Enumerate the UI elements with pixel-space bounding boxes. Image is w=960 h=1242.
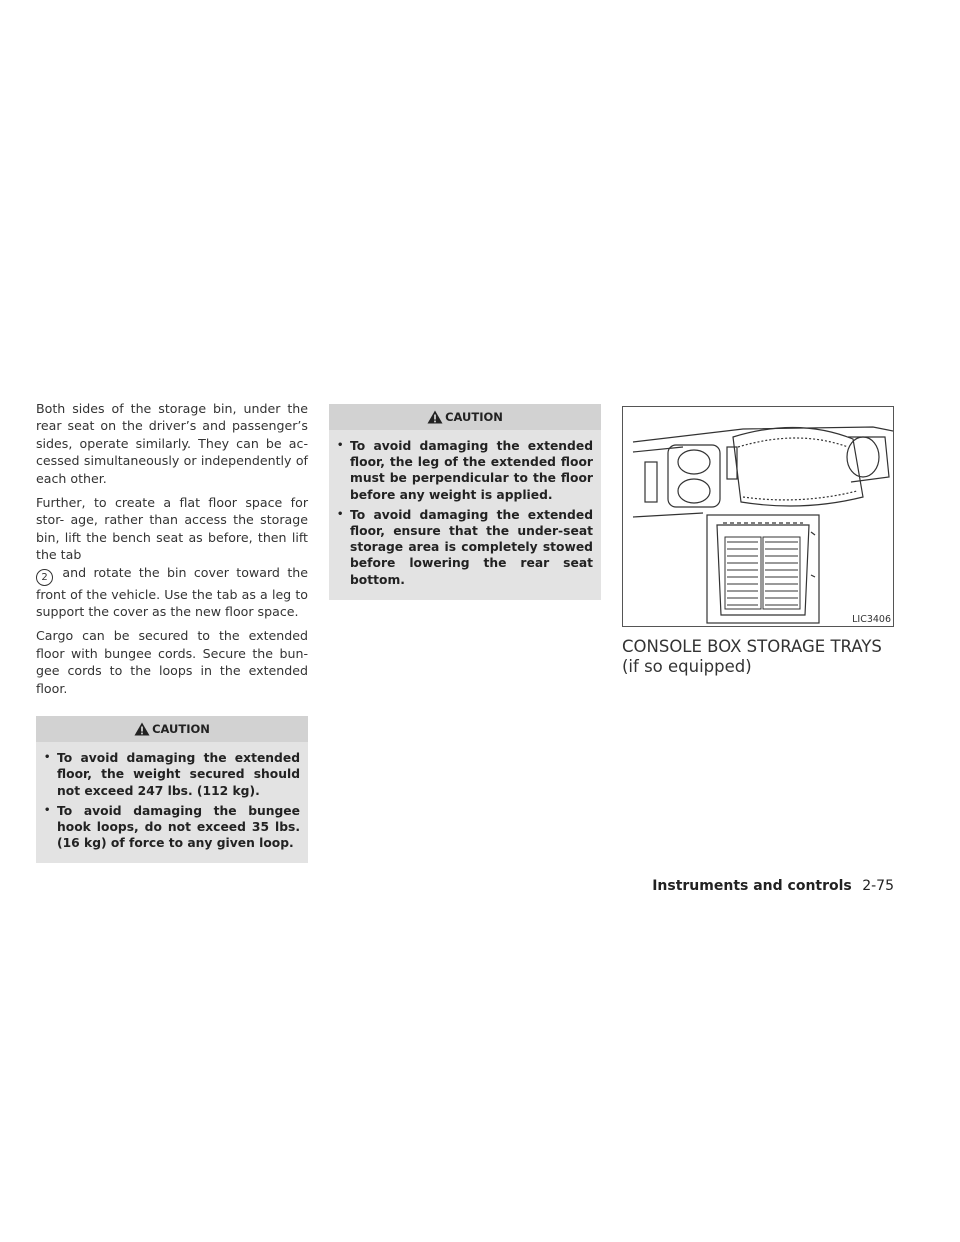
paragraph-cargo: Cargo can be secured to the extended floor with bungee cords. Secure the bun- gee cords to the loops in the extended floor. (36, 628, 308, 696)
paragraph-bin-sides: Both sides of the storage bin, under the rear seat on the driver’s and passenger’s sides, operate similarly. They can be ac- cessed simultaneously or independently of each other. (36, 401, 308, 486)
caution-item: • To avoid damaging the bungee hook loops, do not exceed 35 lbs. (16 kg) of force to any given loop. (44, 803, 300, 852)
middle-column (329, 404, 601, 600)
caution-list (36, 742, 308, 851)
section-title: CONSOLE BOX STORAGE TRAYS (if so equipped) (622, 637, 882, 676)
page-number: 2-75 (862, 878, 894, 894)
caution-header (36, 716, 308, 742)
warning-icon (134, 722, 150, 736)
console-illustration (623, 407, 893, 626)
right-column (622, 406, 894, 677)
paragraph-flat-floor-a: Further, to create a flat floor space for stor- age, rather than access the storage bin, lift the bench seat as before, then lift the tab (36, 495, 308, 563)
footer-section: Instruments and controls (652, 878, 852, 894)
paragraph-flat-floor (36, 494, 308, 620)
caution-box (329, 404, 601, 600)
page-footer (652, 878, 894, 894)
caution-box (36, 716, 308, 863)
caution-list (329, 430, 601, 588)
caution-title: CAUTION (445, 410, 503, 424)
callout-number: 2 (36, 569, 53, 586)
paragraph-flat-floor-b: and rotate the bin cover toward the front of the vehicle. Use the tab as a leg to support the cover as the new floor space. (36, 564, 308, 620)
caution-header (329, 404, 601, 430)
figure-id: LIC3406 (852, 614, 891, 625)
left-column (36, 400, 308, 863)
caution-item: • To avoid damaging the extended floor, the weight secured should not exceed 247 lbs. (112 kg). (44, 750, 300, 799)
console-storage-figure (622, 406, 894, 627)
caution-title: CAUTION (152, 722, 210, 737)
warning-icon (427, 410, 443, 424)
caution-item: • To avoid damaging the extended floor, ensure that the under-seat storage area is completely stowed before lowering the rear seat bottom. (337, 507, 593, 588)
caution-item: • To avoid damaging the extended floor, the leg of the extended floor must be perpendicular to the floor before any weight is applied. (337, 438, 593, 503)
